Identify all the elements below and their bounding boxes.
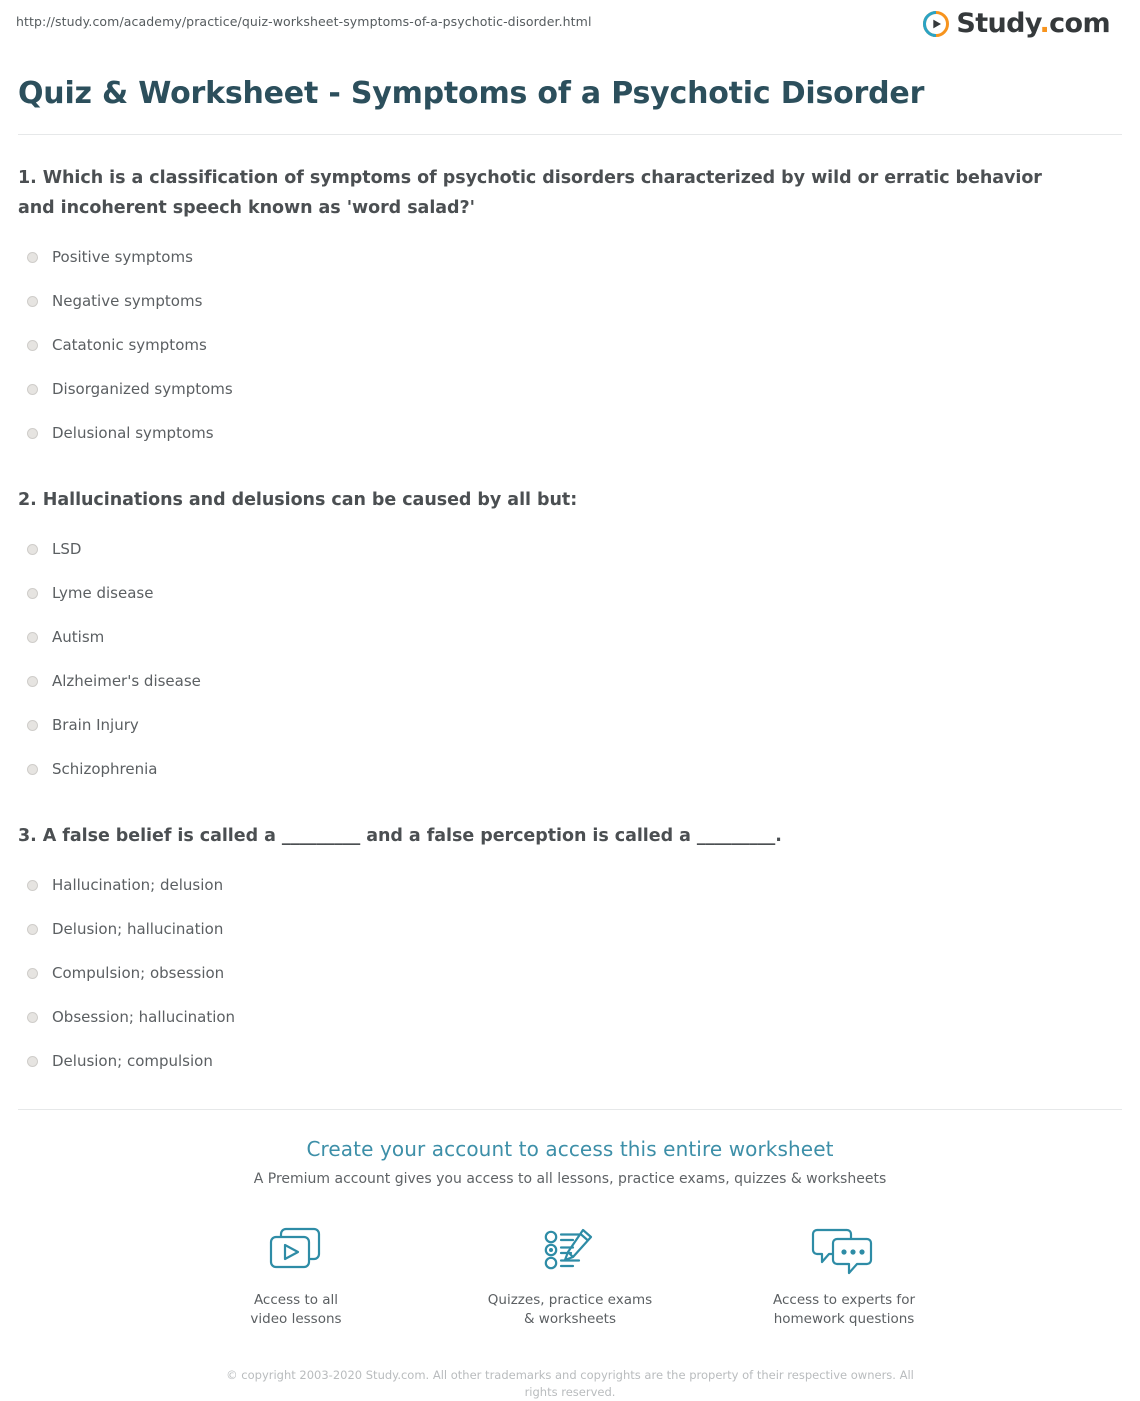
option-label: Compulsion; obsession [52, 964, 225, 983]
question-text: 1. Which is a classification of symptoms of psychotic disorders characterized by wild or erratic behavior and incoherent speech known as 'word salad?' [18, 168, 1042, 219]
option-label: Lyme disease [52, 584, 154, 603]
option-row[interactable] [18, 323, 1122, 367]
option-row[interactable] [18, 235, 1122, 279]
option-row[interactable] [18, 615, 1122, 659]
radio-button-icon[interactable] [27, 924, 38, 935]
option-label: Delusional symptoms [52, 424, 214, 443]
feature-label-line2: homework questions [773, 1311, 915, 1328]
feature-list [0, 1221, 1140, 1329]
feature-label-line2: & worksheets [523, 1311, 616, 1328]
option-row[interactable] [18, 571, 1122, 615]
radio-button-icon[interactable] [27, 968, 38, 979]
logo-word-com: com [1049, 8, 1110, 39]
option-row[interactable] [18, 951, 1122, 995]
option-label: Delusion; compulsion [52, 1052, 213, 1071]
page-title: Quiz & Worksheet - Symptoms of a Psychotic Disorder [18, 76, 925, 112]
option-label: Obsession; hallucination [52, 1008, 236, 1027]
option-row[interactable] [18, 527, 1122, 571]
chat-bubbles-icon [759, 1221, 929, 1279]
feature-label-line1: Access to experts for [772, 1292, 915, 1309]
question-3 [18, 821, 1122, 1083]
feature-label [759, 1291, 929, 1329]
question-2-options [18, 527, 1122, 791]
option-row[interactable] [18, 863, 1122, 907]
feature-label [485, 1291, 655, 1329]
option-row[interactable] [18, 279, 1122, 323]
logo-word-study: Study [956, 8, 1040, 39]
browser-header [0, 0, 1140, 46]
option-label: Catatonic symptoms [52, 336, 207, 355]
option-label: Positive symptoms [52, 248, 193, 267]
option-row[interactable] [18, 367, 1122, 411]
play-circle-icon [923, 11, 949, 37]
option-label: Hallucination; delusion [52, 876, 224, 895]
question-text: 3. A false belief is called a _________ and a false perception is called a _________. [18, 826, 782, 847]
radio-button-icon[interactable] [27, 588, 38, 599]
worksheet-body [0, 163, 1140, 1083]
radio-button-icon[interactable] [27, 296, 38, 307]
option-label: Schizophrenia [52, 760, 158, 779]
radio-button-icon[interactable] [27, 1056, 38, 1067]
radio-button-icon[interactable] [27, 720, 38, 731]
radio-button-icon[interactable] [27, 340, 38, 351]
question-1 [18, 163, 1122, 455]
page-url: http://study.com/academy/practice/quiz-worksheet-symptoms-of-a-psychotic-disorder.html [16, 14, 592, 29]
question-text: 2. Hallucinations and delusions can be caused by all but: [18, 490, 578, 511]
feature-label-line1: Access to all [253, 1292, 339, 1309]
radio-button-icon[interactable] [27, 384, 38, 395]
radio-button-icon[interactable] [27, 544, 38, 555]
question-2 [18, 485, 1122, 791]
radio-button-icon[interactable] [27, 880, 38, 891]
logo-wordmark [956, 10, 1110, 37]
feature-quizzes [485, 1221, 655, 1329]
option-row[interactable] [18, 659, 1122, 703]
radio-button-icon[interactable] [27, 252, 38, 263]
feature-label-line1: Quizzes, practice exams [487, 1292, 653, 1309]
feature-label-line2: video lessons [250, 1311, 342, 1328]
feature-video-lessons [211, 1221, 381, 1329]
upsell-section [0, 1110, 1140, 1401]
option-label: Negative symptoms [52, 292, 203, 311]
radio-button-icon[interactable] [27, 764, 38, 775]
logo-dot: . [1039, 8, 1050, 39]
radio-button-icon[interactable] [27, 632, 38, 643]
option-label: Delusion; hallucination [52, 920, 224, 939]
feature-expert-help [759, 1221, 929, 1329]
video-lessons-icon [211, 1221, 381, 1279]
study-com-logo[interactable] [923, 10, 1124, 37]
option-label: Autism [52, 628, 105, 647]
option-label: Disorganized symptoms [52, 380, 233, 399]
question-3-options [18, 863, 1122, 1083]
option-row[interactable] [18, 1039, 1122, 1083]
create-account-link[interactable]: Create your account to access this entire worksheet [306, 1137, 834, 1162]
title-divider [18, 134, 1122, 135]
option-row[interactable] [18, 995, 1122, 1039]
radio-button-icon[interactable] [27, 676, 38, 687]
option-row[interactable] [18, 411, 1122, 455]
option-row[interactable] [18, 907, 1122, 951]
question-1-options [18, 235, 1122, 455]
premium-subtitle: A Premium account gives you access to all lessons, practice exams, quizzes & worksheets [253, 1171, 887, 1188]
option-label: Brain Injury [52, 716, 139, 735]
option-label: LSD [52, 540, 82, 559]
option-row[interactable] [18, 747, 1122, 791]
radio-button-icon[interactable] [27, 428, 38, 439]
copyright-notice: © copyright 2003-2020 Study.com. All other trademarks and copyrights are the property of their respective owners. All rights reserved. [226, 1368, 914, 1400]
option-label: Alzheimer's disease [52, 672, 201, 691]
quiz-pencil-icon [485, 1221, 655, 1279]
radio-button-icon[interactable] [27, 1012, 38, 1023]
option-row[interactable] [18, 703, 1122, 747]
feature-label [211, 1291, 381, 1329]
